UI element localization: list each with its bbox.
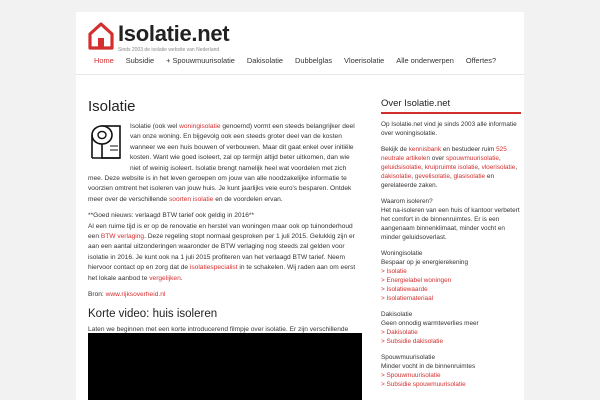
page-container [76,12,524,400]
sidebar-title: Over Isolatie.net [381,98,521,114]
sidebar-text: , [498,155,501,162]
nav-item-alle-onderwerpen[interactable]: Alle onderwerpen [396,56,454,65]
sidebar-text: en bestudeer ruim [441,146,497,153]
nav-divider [76,74,524,75]
news-text-c: in te schakelen. Wij raden aan om eerst het lokale aanbod te [88,264,356,282]
sidebar-link[interactable]: > Isolatiemateriaal [381,295,434,302]
link-soorten-isolatie[interactable]: soorten isolatie [169,195,214,203]
intro-text-b: genoemd) vormt een steeds belangrijker deel van onze woning. En bijgevolg ook een steeds groter deel van de kosten wanneer we een huis bouwen of verbouwen. Maar dit gaat enkel over initiële kosten. Want wie goed isoleert, zal op termijn altijd beter uitkomen, dan wie niet of weinig isoleert. Isolatie brengt namelijk heel wat voordelen met zich mee. Deze website is in het leven geroepen om jouw van alle noodzakelijke informatie te voorzien omtrent het isoleren van jouw huis. Je kunt jaarlijks veie euro's besparen. Ontdek meer over de verschillende [88,123,355,203]
page-title: Isolatie [88,98,136,115]
nav-item-dakisolatie[interactable]: Dakisolatie [246,56,284,65]
sidebar-group-dakisolatie [381,310,521,346]
link-gevelisolatie[interactable]: gevelisolatie [414,173,450,180]
video-player[interactable] [88,333,362,400]
main-content [88,98,362,362]
nav-item-spouwmuurisolatie[interactable]: + Spouwmuurisolatie [166,56,235,65]
sidebar-text: Het na-isoleren van een huis of kantoor verbetert het comfort in de binnenruimtes. Er is een aangenaam binnenklimaat, minder vocht en minder geluidsoverlast. [381,207,520,241]
logo-tagline: Sinds 2003 de isolatie website van Nederland [118,47,220,53]
nav-item-home[interactable]: Home [94,56,114,65]
video-title: Korte video: huis isoleren [88,307,218,320]
sidebar-text: Bekijk de [381,146,409,153]
link-glasisolatie[interactable]: glasisolatie [453,173,486,180]
sidebar-group-spouwmuurisolatie [381,353,521,389]
house-logo-icon [88,22,114,50]
main-navigation [88,55,502,67]
link-vergelijken[interactable]: vergelijken [149,274,181,282]
sidebar-subheading: Dakisolatie [381,311,413,318]
nav-item-subsidie[interactable]: Subsidie [125,56,155,65]
sidebar-intro: Op Isolatie.net vind je sinds 2003 alle informatie over woningisolatie. [381,121,517,137]
sidebar [381,98,521,396]
link-isolatiespecialist[interactable]: isolatiespecialist [189,264,238,272]
sidebar-text: , [411,173,415,180]
news-title: **Goed nieuws: verlaagd BTW tarief ook geldig in 2016** [88,212,255,220]
sidebar-text: , [421,164,425,171]
nav-item-dubbelglas[interactable]: Dubbelglas [295,56,333,65]
news-text-d: . [180,274,183,282]
news-text-a: Al een ruime tijd is er op de renovatie en herstel van woningen maar ook op tuinonderhoud een [88,222,353,241]
news-text-b: . Deze regeling stopt normaal gesproken per 1 juli 2015. Gelukkig zijn er aan een aantal uitzonderingen waaronder de BTW verlaging nog steeds zal gelden voor isolatie in 2016. Je kunt ook na 1 juli 2015 profiteren van het verlaagd BTW tarief. Neem hiervoor contact op en zorg dat de [88,233,355,272]
sidebar-subheading: Woningisolatie [381,250,423,257]
insulation-roll-icon [88,122,124,162]
source-line [88,290,362,300]
news-paragraph [88,222,362,284]
sidebar-link[interactable]: > Subsidie spouwmuurisolatie [381,381,466,388]
sidebar-text: Geen onnodig warmteverlies meer [381,320,479,327]
sidebar-text: Bespaar op je energierekening [381,259,469,266]
nav-item-vloerisolatie[interactable]: Vloerisolatie [344,56,385,65]
sidebar-text: en gerelateerde zaken. [381,173,495,189]
link-neutrale-artikelen[interactable]: 525 neutrale artikelen [381,146,507,162]
sidebar-text: Minder vocht in de binnenruimtes [381,363,476,370]
sidebar-link[interactable]: > Energielabel woningen [381,277,452,284]
sidebar-text: , [478,164,482,171]
sidebar-link[interactable]: > Spouwmuurisolatie [381,372,441,379]
link-woningisolatie[interactable]: woningisolatie [179,123,221,130]
link-btw-verlaging[interactable]: BTW verlaging [100,233,145,241]
sidebar-text: , [515,164,518,171]
sidebar-link[interactable]: > Isolatie [381,268,407,275]
video-intro: Laten we beginnen met een korte introducerend filmpje over isolatie. Er zijn verschillende [88,325,349,333]
sidebar-waarom [381,197,521,242]
source-label: Bron: [88,291,106,299]
link-spouwmuurisolatie[interactable]: spouwmuurisolatie [446,155,499,162]
link-kennisbank[interactable]: kennisbank [408,146,442,153]
intro-text-a: Isolatie (ook wel [130,123,180,130]
link-rijksoverheid[interactable]: www.rijksoverheid.nl [105,291,166,299]
sidebar-text: over [430,155,447,162]
sidebar-link[interactable]: > Isolatiewaarde [381,286,428,293]
sidebar-link[interactable]: > Dakisolatie [381,329,418,336]
sidebar-kennisbank [381,145,521,190]
link-geluidsisolatie[interactable]: geluidsisolatie [381,164,422,171]
sidebar-subheading: Waarom isoleren? [381,198,433,205]
sidebar-link[interactable]: > Subsidie dakisolatie [381,338,443,345]
link-kruipruimte-isolatie[interactable]: kruipruimte isolatie [424,164,478,171]
sidebar-text: , [449,173,454,180]
intro-paragraph [88,122,362,205]
nav-item-offertes[interactable]: Offertes? [465,56,497,65]
logo-title: Isolatie.net [118,21,230,46]
sidebar-subheading: Spouwmuurisolatie [381,354,435,361]
site-logo[interactable] [88,22,229,58]
intro-text-c: en de voordelen ervan. [213,195,283,203]
link-dakisolatie[interactable]: dakisolatie [381,173,412,180]
link-vloerisolatie[interactable]: vloerisolatie [481,164,516,171]
sidebar-group-woningisolatie [381,249,521,303]
